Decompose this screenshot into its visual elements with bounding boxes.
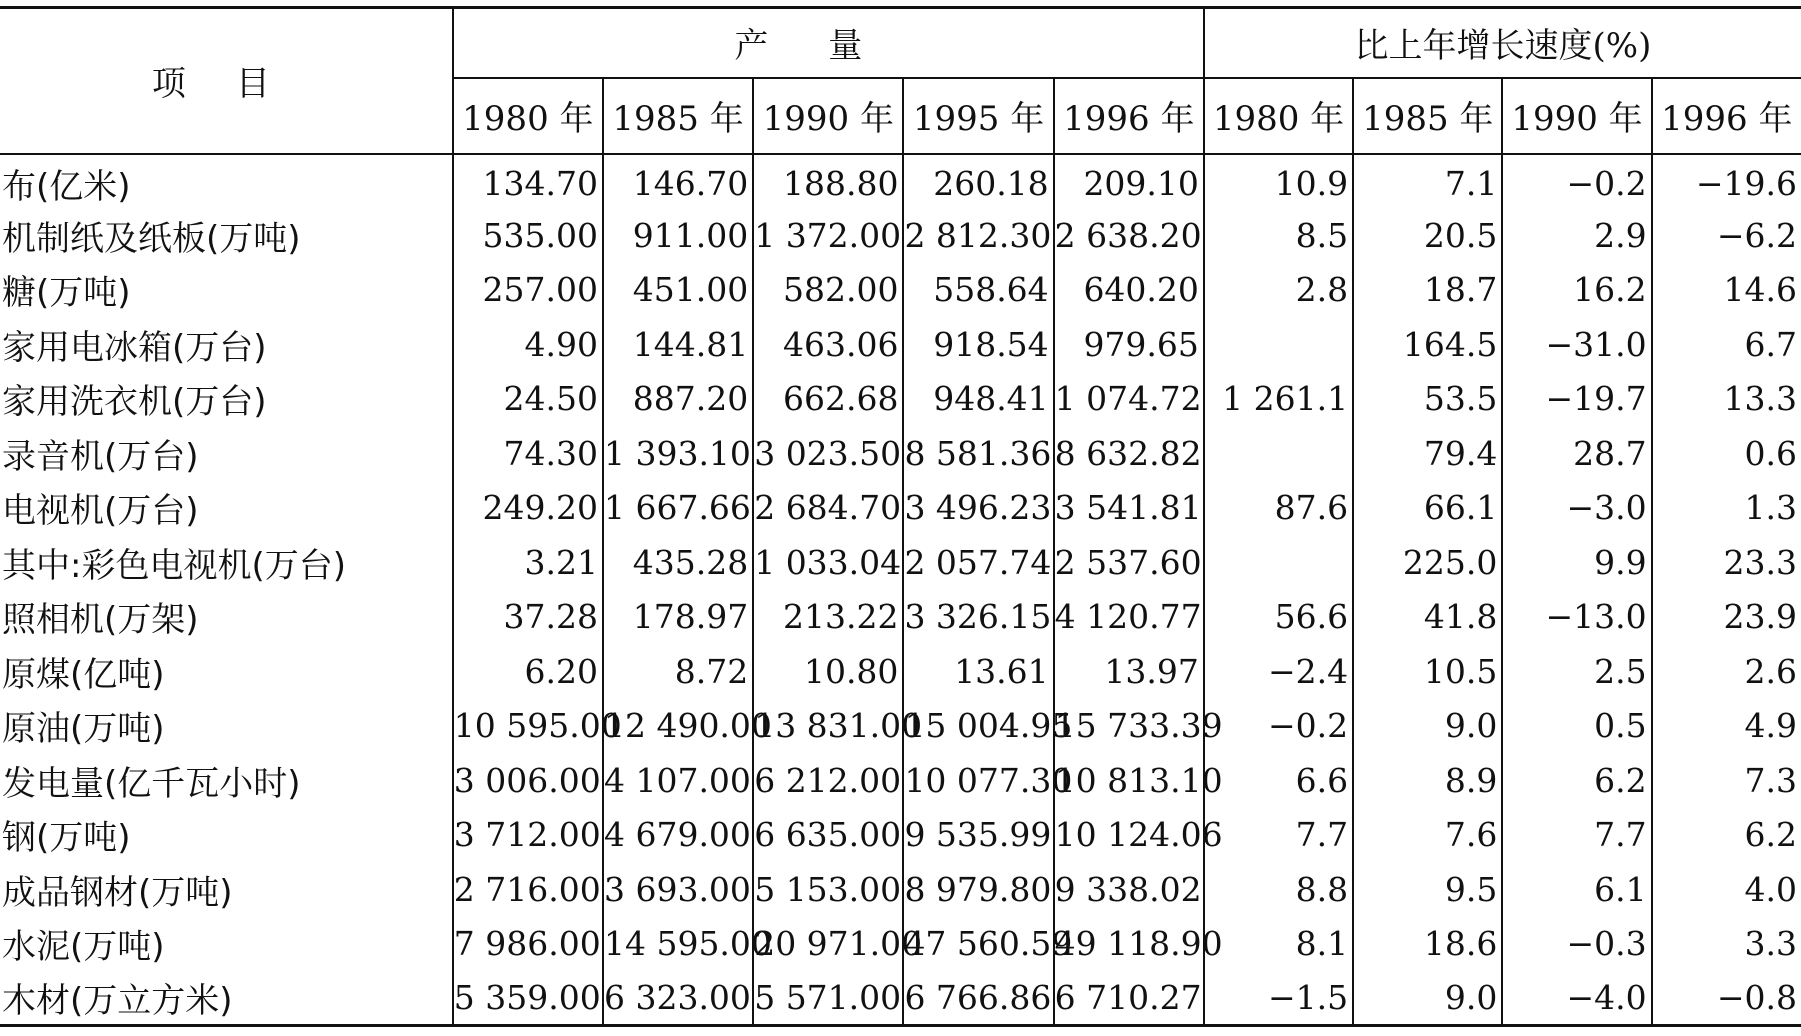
output-cell: 3.21	[453, 535, 603, 590]
growth-cell: 53.5	[1353, 372, 1502, 427]
growth-cell: 6.2	[1502, 753, 1651, 808]
output-cell: 451.00	[603, 263, 753, 318]
output-cell: 9 535.99	[903, 808, 1053, 863]
growth-cell: 6.2	[1652, 808, 1801, 863]
row-item-name: 录音机(万台)	[2, 436, 199, 477]
growth-cell: 7.3	[1652, 753, 1801, 808]
output-cell: 24.50	[453, 372, 603, 427]
table-header	[0, 8, 1801, 154]
production-table	[0, 6, 1801, 1027]
table-row	[0, 154, 1801, 209]
table-row	[0, 699, 1801, 754]
output-cell: 3 496.23	[903, 481, 1053, 536]
output-cell: 7 986.00	[453, 917, 603, 972]
growth-cell: −2.4	[1204, 644, 1353, 699]
growth-cell: 0.6	[1652, 426, 1801, 481]
output-cell: 13.97	[1054, 644, 1204, 699]
growth-cell: 164.5	[1353, 317, 1502, 372]
output-cell: 10 813.10	[1054, 753, 1204, 808]
growth-cell: 66.1	[1353, 481, 1502, 536]
header-growth-year: 1980 年	[1204, 78, 1353, 154]
row-item-name: 成品钢材(万吨)	[2, 872, 233, 913]
growth-cell: −13.0	[1502, 590, 1651, 645]
growth-cell: −0.2	[1502, 154, 1651, 209]
growth-cell: 9.0	[1353, 699, 1502, 754]
output-cell: 5 153.00	[753, 862, 903, 917]
output-cell: 2 684.70	[753, 481, 903, 536]
growth-cell: 56.6	[1204, 590, 1353, 645]
growth-cell: −1.5	[1204, 971, 1353, 1026]
output-cell: 1 033.04	[753, 535, 903, 590]
row-item-name: 家用洗衣机(万台)	[2, 382, 267, 423]
growth-cell: 0.5	[1502, 699, 1651, 754]
header-item	[0, 8, 453, 154]
output-cell: 4 679.00	[603, 808, 753, 863]
output-cell: 134.70	[453, 154, 603, 209]
output-cell: 249.20	[453, 481, 603, 536]
output-cell: 8.72	[603, 644, 753, 699]
row-item-name: 机制纸及纸板(万吨)	[2, 218, 301, 259]
row-item-name: 木材(万立方米)	[2, 981, 233, 1021]
output-cell: 4 107.00	[603, 753, 753, 808]
growth-cell: 2.8	[1204, 263, 1353, 318]
output-cell: 2 716.00	[453, 862, 603, 917]
output-cell: 2 057.74	[903, 535, 1053, 590]
row-item-name: 原煤(亿吨)	[2, 654, 165, 695]
growth-cell: 28.7	[1502, 426, 1651, 481]
output-cell: 3 541.81	[1054, 481, 1204, 536]
growth-cell: −0.3	[1502, 917, 1651, 972]
growth-cell: 9.9	[1502, 535, 1651, 590]
output-cell: 6 710.27	[1054, 971, 1204, 1026]
row-item-name: 原油(万吨)	[2, 709, 165, 750]
output-cell: 13 831.00	[753, 699, 903, 754]
growth-cell: 20.5	[1353, 208, 1502, 263]
header-output-year: 1985 年	[603, 78, 753, 154]
output-cell: 918.54	[903, 317, 1053, 372]
growth-cell: 2.5	[1502, 644, 1651, 699]
row-item-name: 布(亿米)	[2, 166, 131, 207]
header-growth-year: 1996 年	[1652, 78, 1801, 154]
output-cell: 3 326.15	[903, 590, 1053, 645]
growth-cell: 1 261.1	[1204, 372, 1353, 427]
growth-cell: 4.0	[1652, 862, 1801, 917]
table-row	[0, 372, 1801, 427]
output-cell: 3 712.00	[453, 808, 603, 863]
output-cell: 14 595.00	[603, 917, 753, 972]
table-row	[0, 263, 1801, 318]
output-cell: 4 120.77	[1054, 590, 1204, 645]
growth-cell: −31.0	[1502, 317, 1651, 372]
growth-cell: 7.7	[1204, 808, 1353, 863]
header-output-group	[453, 8, 1204, 78]
output-cell: 582.00	[753, 263, 903, 318]
table-row	[0, 426, 1801, 481]
output-cell: 6 766.86	[903, 971, 1053, 1026]
table-row	[0, 208, 1801, 263]
growth-cell: 2.9	[1502, 208, 1651, 263]
output-cell: 1 372.00	[753, 208, 903, 263]
output-cell: 6 635.00	[753, 808, 903, 863]
output-cell: 8 632.82	[1054, 426, 1204, 481]
output-cell: 8 581.36	[903, 426, 1053, 481]
table-row	[0, 317, 1801, 372]
output-cell: 6.20	[453, 644, 603, 699]
output-cell: 257.00	[453, 263, 603, 318]
growth-cell: −0.8	[1652, 971, 1801, 1026]
output-cell: 1 667.66	[603, 481, 753, 536]
output-cell: 463.06	[753, 317, 903, 372]
output-cell: 4.90	[453, 317, 603, 372]
output-cell: 3 023.50	[753, 426, 903, 481]
table-row	[0, 535, 1801, 590]
output-cell: 15 733.39	[1054, 699, 1204, 754]
table-row	[0, 753, 1801, 808]
output-cell: 188.80	[753, 154, 903, 209]
output-cell: 5 571.00	[753, 971, 903, 1026]
output-cell: 10.80	[753, 644, 903, 699]
table-row	[0, 481, 1801, 536]
output-cell: 3 006.00	[453, 753, 603, 808]
growth-cell: 23.9	[1652, 590, 1801, 645]
growth-cell: 16.2	[1502, 263, 1651, 318]
growth-cell: 8.9	[1353, 753, 1502, 808]
growth-cell: 87.6	[1204, 481, 1353, 536]
growth-cell: 14.6	[1652, 263, 1801, 318]
row-item-name: 水泥(万吨)	[2, 927, 165, 968]
growth-cell: 6.6	[1204, 753, 1353, 808]
output-cell: 260.18	[903, 154, 1053, 209]
output-cell: 20 971.00	[753, 917, 903, 972]
output-cell: 47 560.59	[903, 917, 1053, 972]
output-cell: 15 004.95	[903, 699, 1053, 754]
growth-cell: 41.8	[1353, 590, 1502, 645]
header-output-year: 1980 年	[453, 78, 603, 154]
row-item-name: 发电量(亿千瓦小时)	[2, 763, 301, 804]
output-cell: 209.10	[1054, 154, 1204, 209]
growth-cell: 225.0	[1353, 535, 1502, 590]
header-output-year: 1990 年	[753, 78, 903, 154]
growth-cell: 2.6	[1652, 644, 1801, 699]
growth-cell: 18.7	[1353, 263, 1502, 318]
row-item-name: 电视机(万台)	[2, 491, 199, 532]
header-output-year: 1995 年	[903, 78, 1053, 154]
header-output-label: 产量	[734, 26, 923, 67]
growth-cell: 23.3	[1652, 535, 1801, 590]
growth-cell: 79.4	[1353, 426, 1502, 481]
output-cell: 2 638.20	[1054, 208, 1204, 263]
growth-cell: 7.6	[1353, 808, 1502, 863]
header-growth-group	[1204, 8, 1801, 78]
output-cell: 640.20	[1054, 263, 1204, 318]
growth-cell: 7.1	[1353, 154, 1502, 209]
growth-cell: 18.6	[1353, 917, 1502, 972]
output-cell: 213.22	[753, 590, 903, 645]
growth-cell: 8.8	[1204, 862, 1353, 917]
table-row	[0, 862, 1801, 917]
growth-cell: 10.9	[1204, 154, 1353, 209]
output-cell: 3 693.00	[603, 862, 753, 917]
output-cell: 535.00	[453, 208, 603, 263]
output-cell: 662.68	[753, 372, 903, 427]
output-cell: 10 595.00	[453, 699, 603, 754]
output-cell: 9 338.02	[1054, 862, 1204, 917]
growth-cell: 6.7	[1652, 317, 1801, 372]
table-body	[0, 154, 1801, 1026]
growth-cell: −6.2	[1652, 208, 1801, 263]
output-cell: 37.28	[453, 590, 603, 645]
growth-cell: 6.1	[1502, 862, 1651, 917]
growth-cell: −0.2	[1204, 699, 1353, 754]
table-row	[0, 590, 1801, 645]
output-cell: 10 077.30	[903, 753, 1053, 808]
row-item-name: 其中:彩色电视机(万台)	[2, 545, 346, 586]
header-output-year: 1996 年	[1054, 78, 1204, 154]
row-item-name: 家用电冰箱(万台)	[2, 327, 267, 368]
output-cell: 10 124.06	[1054, 808, 1204, 863]
output-cell: 74.30	[453, 426, 603, 481]
output-cell: 948.41	[903, 372, 1053, 427]
output-cell: 979.65	[1054, 317, 1204, 372]
output-cell: 12 490.00	[603, 699, 753, 754]
growth-cell: −19.7	[1502, 372, 1651, 427]
growth-cell: 9.0	[1353, 971, 1502, 1026]
output-cell: 6 323.00	[603, 971, 753, 1026]
growth-cell	[1204, 426, 1353, 481]
output-cell: 144.81	[603, 317, 753, 372]
growth-cell: 1.3	[1652, 481, 1801, 536]
growth-cell	[1204, 317, 1353, 372]
growth-cell: −3.0	[1502, 481, 1651, 536]
output-cell: 1 393.10	[603, 426, 753, 481]
table-row	[0, 644, 1801, 699]
output-cell: 6 212.00	[753, 753, 903, 808]
growth-cell: 9.5	[1353, 862, 1502, 917]
growth-cell: 8.1	[1204, 917, 1353, 972]
output-cell: 435.28	[603, 535, 753, 590]
output-cell: 13.61	[903, 644, 1053, 699]
output-cell: 178.97	[603, 590, 753, 645]
growth-cell: 10.5	[1353, 644, 1502, 699]
growth-cell: 8.5	[1204, 208, 1353, 263]
header-growth-year: 1990 年	[1502, 78, 1651, 154]
row-item-name: 糖(万吨)	[2, 273, 131, 314]
growth-cell: −19.6	[1652, 154, 1801, 209]
growth-cell: 7.7	[1502, 808, 1651, 863]
output-cell: 558.64	[903, 263, 1053, 318]
table-row	[0, 808, 1801, 863]
output-cell: 8 979.80	[903, 862, 1053, 917]
row-item-name: 钢(万吨)	[2, 818, 131, 859]
output-cell: 887.20	[603, 372, 753, 427]
output-cell: 49 118.90	[1054, 917, 1204, 972]
growth-cell: −4.0	[1502, 971, 1651, 1026]
growth-cell: 3.3	[1652, 917, 1801, 972]
output-cell: 2 812.30	[903, 208, 1053, 263]
header-item-label: 项目	[151, 64, 320, 105]
header-growth-year: 1985 年	[1353, 78, 1502, 154]
header-growth-label: 比上年增长速度(%)	[1354, 26, 1652, 67]
output-cell: 1 074.72	[1054, 372, 1204, 427]
output-cell: 5 359.00	[453, 971, 603, 1026]
growth-cell: 13.3	[1652, 372, 1801, 427]
table-row	[0, 917, 1801, 972]
output-cell: 911.00	[603, 208, 753, 263]
table-row	[0, 971, 1801, 1026]
growth-cell	[1204, 535, 1353, 590]
row-item-name: 照相机(万架)	[2, 600, 199, 641]
growth-cell: 4.9	[1652, 699, 1801, 754]
output-cell: 146.70	[603, 154, 753, 209]
output-cell: 2 537.60	[1054, 535, 1204, 590]
